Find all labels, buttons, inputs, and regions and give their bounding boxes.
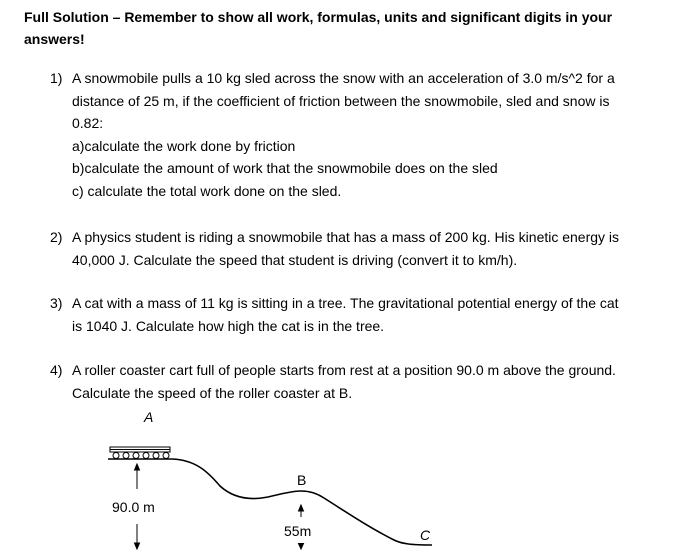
question-number: 4) <box>50 362 63 378</box>
height-label-b: 55m <box>284 523 312 539</box>
question-part-b: b)calculate the amount of work that the snowmobile does on the sled <box>72 160 498 176</box>
question-text-line: 40,000 J. Calculate the speed that student is driving (convert it to km/h). <box>72 251 518 268</box>
label-a: A <box>144 409 154 425</box>
question-text-line: is 1040 J. Calculate how high the cat is in the tree. <box>72 317 385 334</box>
question-text-line: A snowmobile pulls a 10 kg sled across the snow with an acceleration of 3.0 m/s^2 for a <box>72 70 615 86</box>
question-text-line: Calculate the speed of the roller coaster at B. <box>72 384 353 401</box>
coaster-track <box>108 459 432 545</box>
coaster-cart-icon <box>110 447 170 459</box>
question-4 <box>50 359 660 404</box>
question-number: 3) <box>50 295 63 311</box>
question-text-line: A cat with a mass of 11 kg is sitting in a tree. The gravitational potential energy of the cat <box>72 295 619 311</box>
question-1 <box>50 67 660 202</box>
question-text-line: distance of 25 m, if the coefficient of friction between the snowmobile, sled and snow is <box>72 92 610 109</box>
question-text-line: A roller coaster cart full of people starts from rest at a position 90.0 m above the ground. <box>72 362 616 378</box>
label-b: B <box>297 472 307 488</box>
instructions-header <box>24 6 664 50</box>
header-line-1: Full Solution – Remember to show all work, formulas, units and significant digits in your <box>24 9 613 25</box>
label-c: C <box>420 527 431 543</box>
question-3 <box>50 292 660 337</box>
question-text-line: A physics student is riding a snowmobile that has a mass of 200 kg. His kinetic energy is <box>72 229 620 245</box>
roller-coaster-diagram <box>0 400 689 560</box>
question-2 <box>50 226 660 271</box>
question-part-a: a)calculate the work done by friction <box>72 137 296 154</box>
header-line-2: answers! <box>24 31 85 47</box>
question-number: 1) <box>50 70 63 86</box>
question-part-c: c) calculate the total work done on the sled. <box>72 182 342 199</box>
question-number: 2) <box>50 229 63 245</box>
height-label-a: 90.0 m <box>112 499 155 515</box>
question-text-line: 0.82: <box>72 115 104 131</box>
